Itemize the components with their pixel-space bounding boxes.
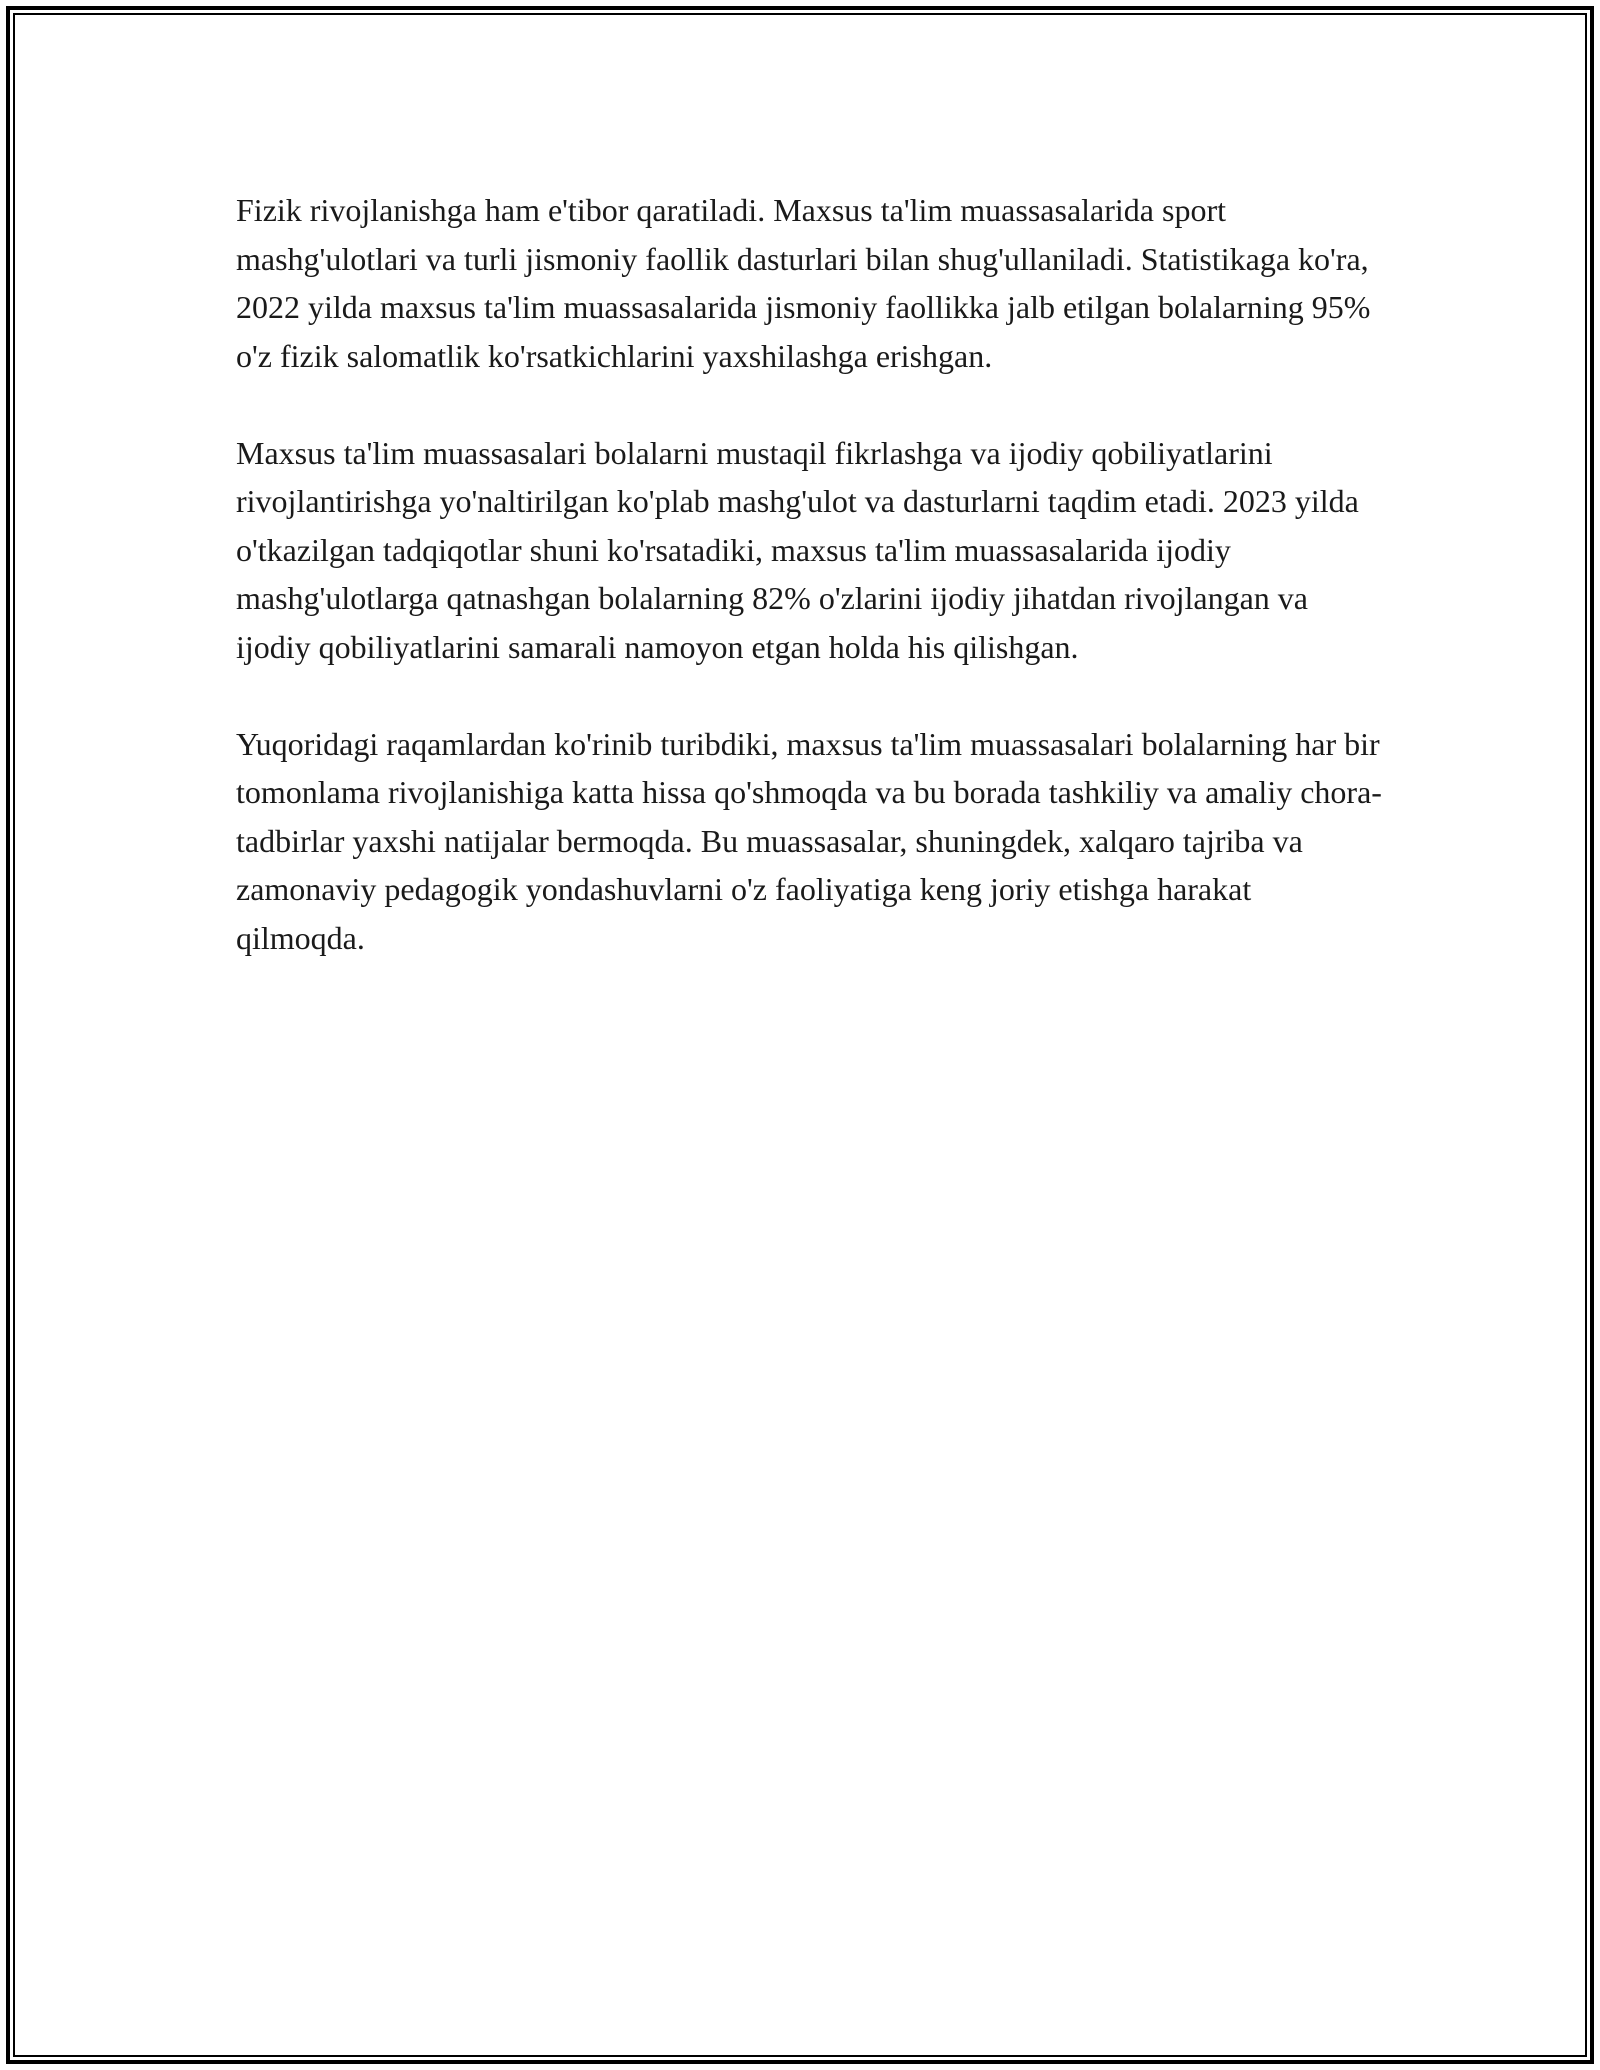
document-body	[236, 186, 1386, 1011]
paragraph-physical-development: Fizik rivojlanishga ham e'tibor qaratiladi. Maxsus ta'lim muassasalarida sport mashg'ulotlari va turli jismoniy faollik dasturlari bilan shug'ullaniladi. Statistikaga ko'ra, 2022 yilda maxsus ta'lim muassasalarida jismoniy faollikka jalb etilgan bolalarning 95% o'z fizik salomatlik ko'rsatkichlarini yaxshilashga erishgan.	[236, 192, 1371, 374]
paragraph-creative-development: Maxsus ta'lim muassasalari bolalarni mustaqil fikrlashga va ijodiy qobiliyatlarini rivojlantirishga yo'naltirilgan ko'plab mashg'ulot va dasturlarni taqdim etadi. 2023 yilda o'tkazilgan tadqiqotlar shuni ko'rsatadiki, maxsus ta'lim muassasalarida ijodiy mashg'ulotlarga qatnashgan bolalarning 82% o'zlarini ijodiy jihatdan rivojlangan va ijodiy qobiliyatlarini samarali namoyon etgan holda his qilishgan.	[236, 434, 1359, 665]
paragraph-conclusion: Yuqoridagi raqamlardan ko'rinib turibdiki, maxsus ta'lim muassasalari bolalarning har bir tomonlama rivojlanishiga katta hissa qo'shmoqda va bu borada tashkiliy va amaliy chora-tadbirlar yaxshi natijalar bermoqda. Bu muassasalar, shuningdek, xalqaro tajriba va zamonaviy pedagogik yondashuvlarni o'z faoliyatiga keng joriy etishga harakat qilmoqda.	[236, 725, 1382, 956]
